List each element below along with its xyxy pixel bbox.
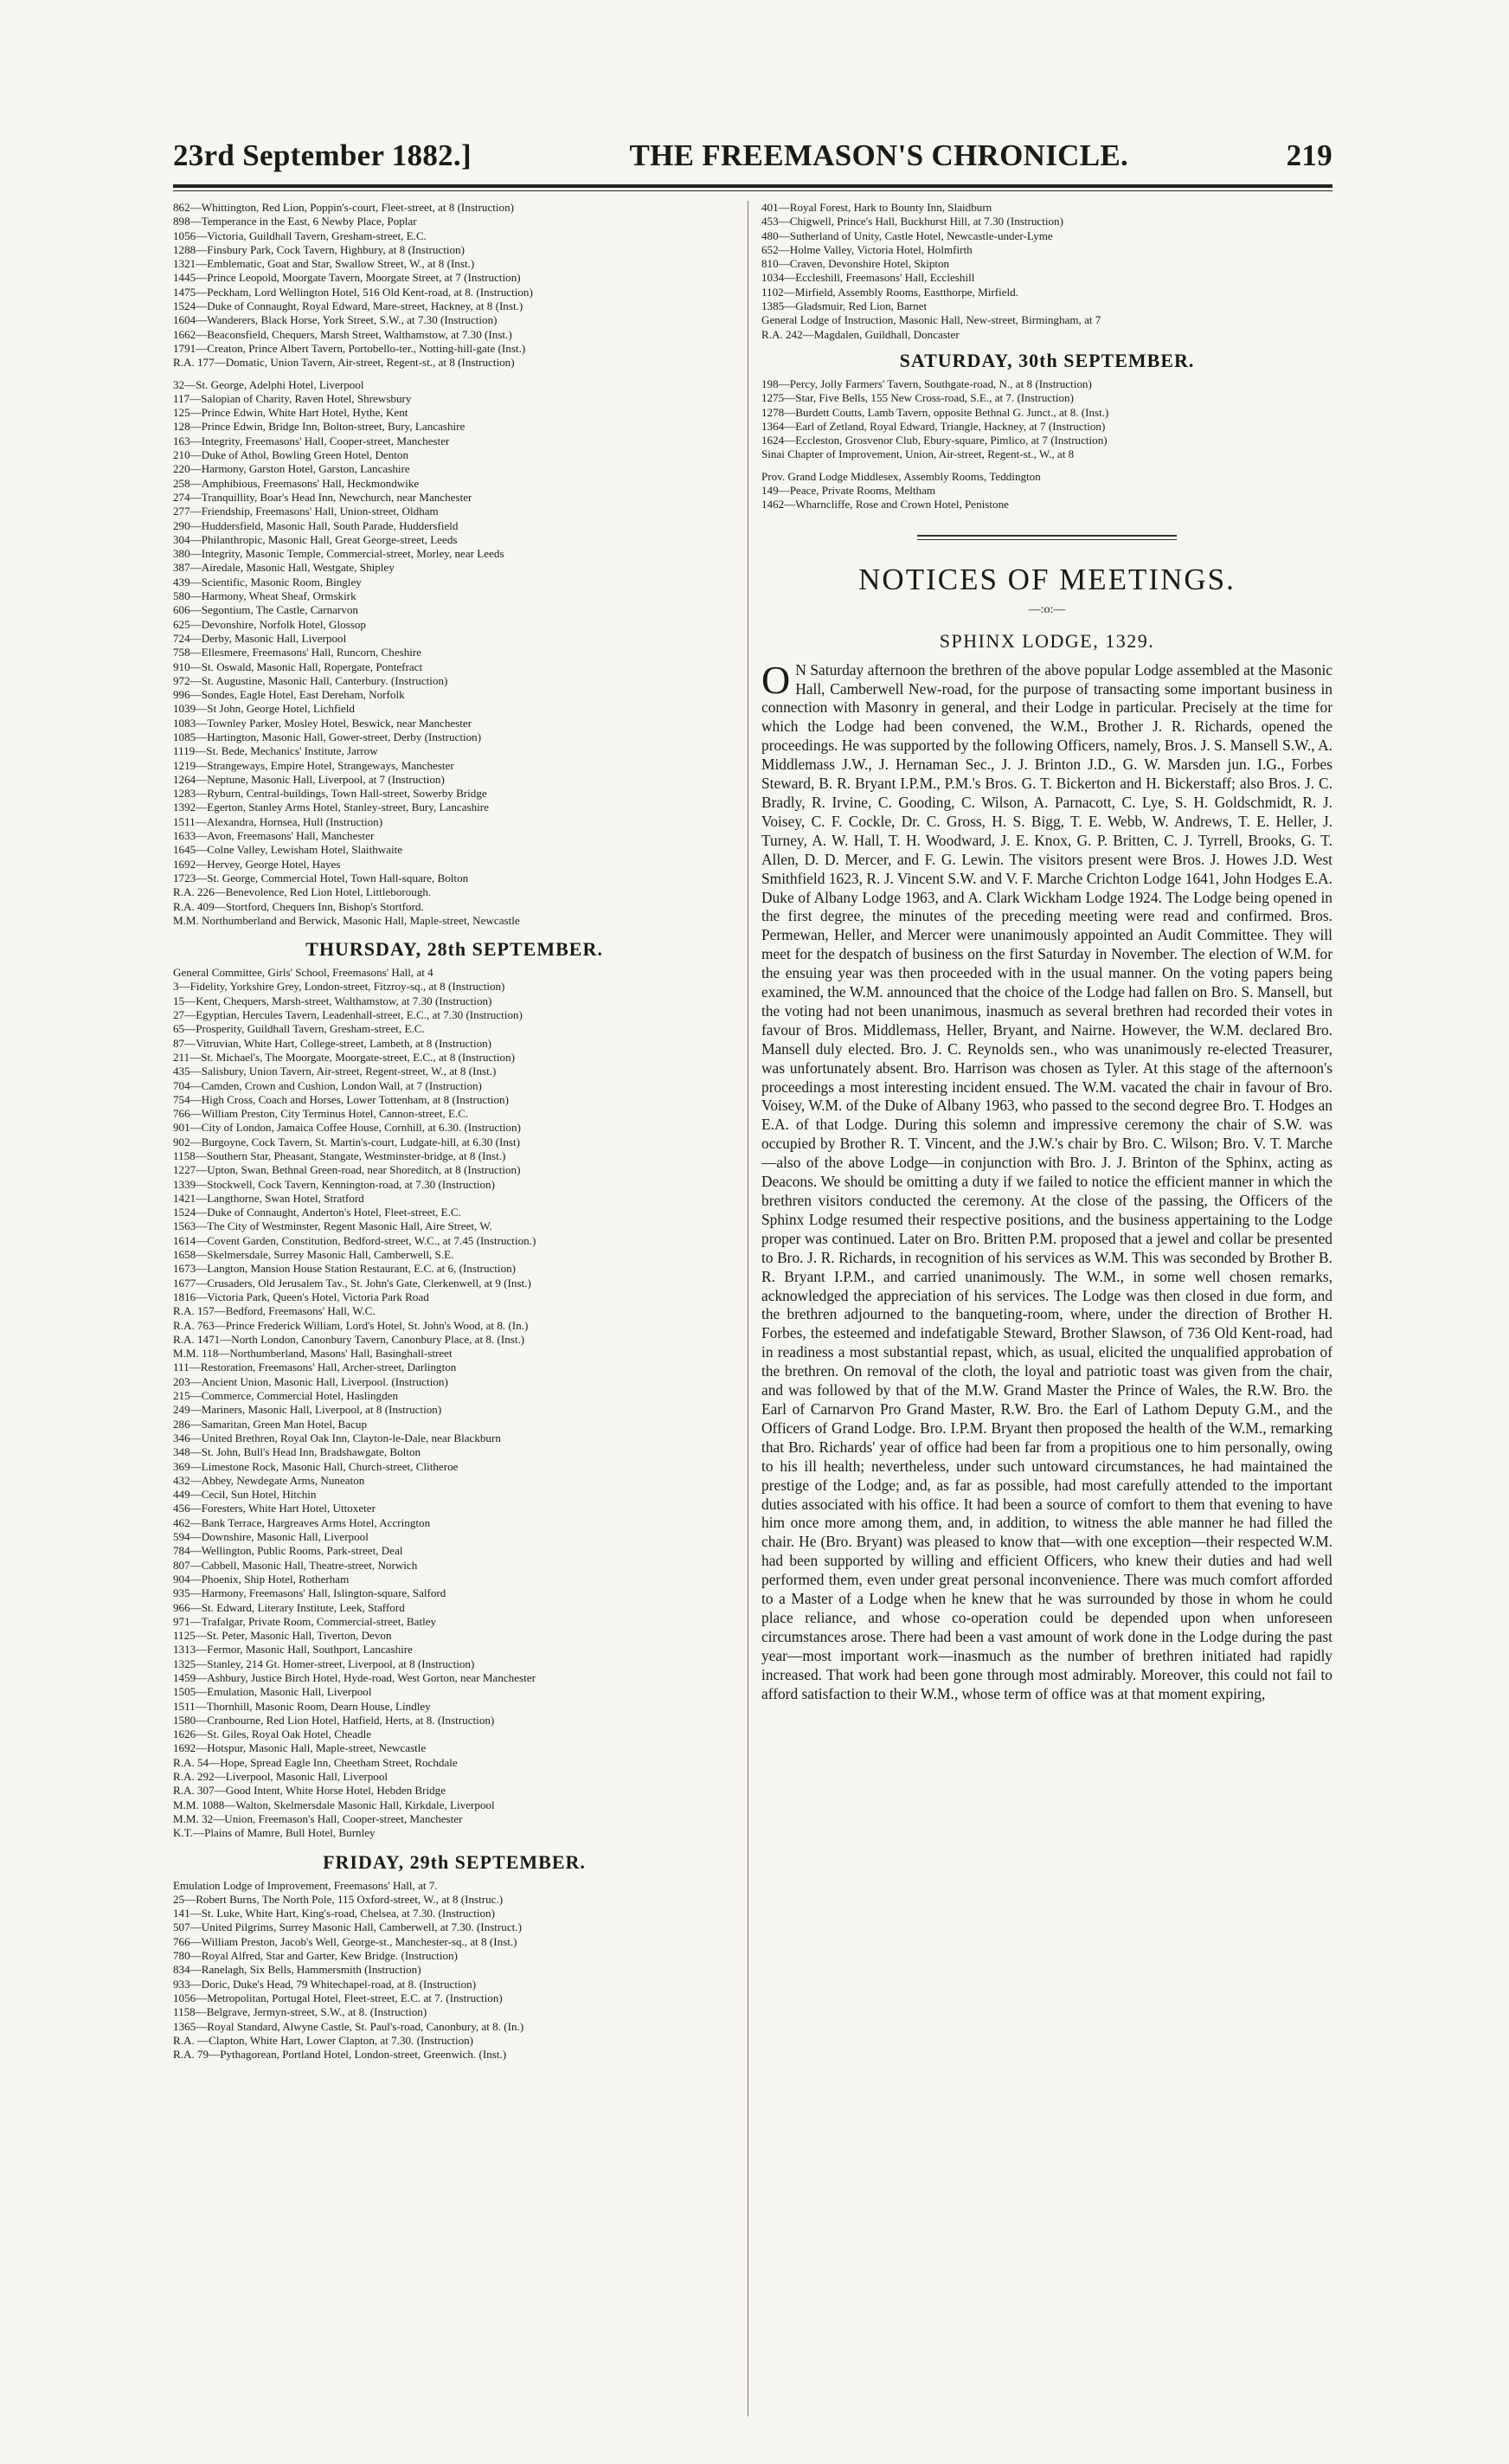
page-number: 219 xyxy=(1286,138,1332,172)
lodge-entry: R.A. 157—Bedford, Freemasons' Hall, W.C. xyxy=(173,1304,376,1318)
lodge-entry: 435—Salisbury, Union Tavern, Air-street, Regent-street, W., at 8 (Inst.) xyxy=(173,1065,497,1078)
lodge-entry: 210—Duke of Athol, Bowling Green Hotel, Denton xyxy=(173,448,409,462)
lodge-entry: 1288—Finsbury Park, Cock Tavern, Highbury, at 8 (Instruction) xyxy=(173,242,465,256)
lodge-entry: 1673—Langton, Mansion House Station Restaurant, E.C. at 6, (Instruction) xyxy=(173,1262,517,1276)
lodge-entry: 904—Phoenix, Ship Hotel, Rotherham xyxy=(173,1572,350,1586)
lodge-entry: 1524—Duke of Connaught, Anderton's Hotel, Fleet-street, E.C. xyxy=(173,1206,461,1219)
lodge-entry: 1264—Neptune, Masonic Hall, Liverpool, at 7 (Instruction) xyxy=(173,772,445,786)
lodge-entry: R.A. 409—Stortford, Chequers Inn, Bishop's Stortford. xyxy=(173,899,424,913)
lodge-entry: 1278—Burdett Coutts, Lamb Tavern, opposite Bethnal G. Junct., at 8. (Inst.) xyxy=(761,405,1109,419)
lodge-entry: 862—Whittington, Red Lion, Poppin's-court, Fleet-street, at 8 (Instruction) xyxy=(173,201,515,214)
lodge-entry: M.M. 118—Northumberland, Masons' Hall, Basinghall-street xyxy=(173,1347,453,1361)
lodge-entry: 1034—Eccleshill, Freemasons' Hall, Eccleshill xyxy=(761,271,975,285)
lodge-entry: 449—Cecil, Sun Hotel, Hitchin xyxy=(173,1488,317,1502)
lodge-entry: 117—Salopian of Charity, Raven Hotel, Shrewsbury xyxy=(173,391,412,405)
section-rule xyxy=(917,535,1177,537)
lodge-entry: 1158—Southern Star, Pheasant, Stangate, Westminster-bridge, at 8 (Inst.) xyxy=(173,1149,506,1162)
lodge-entry: 766—William Preston, Jacob's Well, George-st., Manchester-sq., at 8 (Inst.) xyxy=(173,1934,517,1948)
lodge-entry: 87—Vitruvian, White Hart, College-street, Lambeth, at 8 (Instruction) xyxy=(173,1036,492,1050)
lodge-entry: 1692—Hotspur, Masonic Hall, Maple-street, Newcastle xyxy=(173,1741,427,1755)
lodge-entry: 1626—St. Giles, Royal Oak Hotel, Cheadle xyxy=(173,1727,372,1741)
lodge-entry: 971—Trafalgar, Private Room, Commercial-street, Batley xyxy=(173,1614,437,1628)
lodge-entry: R.A. 1471—North London, Canonbury Tavern, Canonbury Place, at 8. (Inst.) xyxy=(173,1332,525,1346)
lodge-entry: General Lodge of Instruction, Masonic Hall, New-street, Birmingham, at 7 xyxy=(761,313,1101,327)
thursday-lodge-list xyxy=(173,966,735,1840)
lodge-entry: 15—Kent, Chequers, Marsh-street, Walthamstow, at 7.30 (Instruction) xyxy=(173,994,492,1007)
lodge-entry: 1604—Wanderers, Black Horse, York Street, S.W., at 7.30 (Instruction) xyxy=(173,313,498,327)
lodge-entry: 1614—Covent Garden, Constitution, Bedford-street, W.C., at 7.45 (Instruction.) xyxy=(173,1233,536,1247)
lodge-entry: 198—Percy, Jolly Farmers' Tavern, Southgate-road, N., at 8 (Instruction) xyxy=(761,376,1092,390)
lodge-entry: 348—St. John, Bull's Head Inn, Bradshawgate, Bolton xyxy=(173,1445,421,1459)
lodge-entry: 1056—Victoria, Guildhall Tavern, Gresham-street, E.C. xyxy=(173,228,427,242)
thursday-heading: THURSDAY, 28th SEPTEMBER. xyxy=(305,938,603,961)
publication-title: THE FREEMASON'S CHRONICLE. xyxy=(629,138,1129,172)
lodge-entry: M.M. 32—Union, Freemason's Hall, Cooper-street, Manchester xyxy=(173,1811,463,1825)
lodge-entry: 387—Airedale, Masonic Hall, Westgate, Shipley xyxy=(173,561,395,575)
notices-title: NOTICES OF MEETINGS. xyxy=(858,562,1236,596)
lodge-entry: 594—Downshire, Masonic Hall, Liverpool xyxy=(173,1530,369,1544)
provincial-lodge-list xyxy=(173,378,735,929)
lodge-entry: 27—Egyptian, Hercules Tavern, Leadenhall-street, E.C., at 7.30 (Instruction) xyxy=(173,1008,523,1022)
lodge-entry: M.M. Northumberland and Berwick, Masonic Hall, Maple-street, Newcastle xyxy=(173,913,520,927)
drop-cap: O xyxy=(761,657,791,702)
lodge-entry: 898—Temperance in the East, 6 Newby Place, Poplar xyxy=(173,215,417,228)
lodge-entry: 933—Doric, Duke's Head, 79 Whitechapel-road, at 8. (Instruction) xyxy=(173,1977,477,1991)
left-column xyxy=(173,201,735,2434)
lodge-entry: 902—Burgoyne, Cock Tavern, St. Martin's-court, Ludgate-hill, at 6.30 (Inst) xyxy=(173,1135,520,1148)
friday-heading: FRIDAY, 29th SEPTEMBER. xyxy=(323,1850,586,1873)
lodge-entry: 111—Restoration, Freemasons' Hall, Archer-street, Darlington xyxy=(173,1361,457,1374)
lodge-entry: R.A. 54—Hope, Spread Eagle Inn, Cheetham Street, Rochdale xyxy=(173,1755,458,1769)
lodge-entry: 1662—Beaconsfield, Chequers, Marsh Street, Walthamstow, at 7.30 (Inst.) xyxy=(173,327,512,341)
lodge-entry: 1039—St John, George Hotel, Lichfield xyxy=(173,702,355,716)
lodge-entry: 1313—Fermor, Masonic Hall, Southport, Lancashire xyxy=(173,1643,413,1657)
lodge-entry: 1445—Prince Leopold, Moorgate Tavern, Moorgate Street, at 7 (Instruction) xyxy=(173,271,521,285)
lodge-entry: 766—William Preston, City Terminus Hotel, Cannon-street, E.C. xyxy=(173,1107,469,1121)
lodge-entry: 910—St. Oswald, Masonic Hall, Ropergate, Pontefract xyxy=(173,659,423,673)
lodge-entry: 1119—St. Bede, Mechanics' Institute, Jarrow xyxy=(173,744,378,758)
lodge-entry: 1580—Cranbourne, Red Lion Hotel, Hatfield, Herts, at 8. (Instruction) xyxy=(173,1713,495,1727)
lodge-entry: 249—Mariners, Masonic Hall, Liverpool, at 8 (Instruction) xyxy=(173,1403,442,1417)
lodge-entry: 1364—Earl of Zetland, Royal Edward, Triangle, Hackney, at 7 (Instruction) xyxy=(761,419,1106,433)
lodge-entry: 439—Scientific, Masonic Room, Bingley xyxy=(173,575,362,589)
friday-provincial-lodge-list xyxy=(761,201,1332,342)
lodge-entry: 163—Integrity, Freemasons' Hall, Cooper-street, Manchester xyxy=(173,434,450,447)
wednesday-lodge-list xyxy=(173,201,735,370)
lodge-entry: 1791—Creaton, Prince Albert Tavern, Portobello-ter., Notting-hill-gate (Inst.) xyxy=(173,341,526,355)
lodge-entry: 1511—Thornhill, Masonic Room, Dearn House, Lindley xyxy=(173,1699,431,1713)
lodge-entry: 1275—Star, Five Bells, 155 New Cross-road, S.E., at 7. (Instruction) xyxy=(761,391,1074,405)
lodge-entry: 807—Cabbell, Masonic Hall, Theatre-street, Norwich xyxy=(173,1558,418,1572)
lodge-entry: 1645—Colne Valley, Lewisham Hotel, Slaithwaite xyxy=(173,843,403,857)
lodge-entry: 220—Harmony, Garston Hotel, Garston, Lancashire xyxy=(173,462,410,476)
lodge-entry: 211—St. Michael's, The Moorgate, Moorgate-street, E.C., at 8 (Instruction) xyxy=(173,1050,515,1064)
lodge-entry: 780—Royal Alfred, Star and Garter, Kew Bridge. (Instruction) xyxy=(173,1949,458,1963)
lodge-entry: 369—Limestone Rock, Masonic Hall, Church-street, Clitheroe xyxy=(173,1459,459,1473)
saturday-provincial-lodge-list xyxy=(761,470,1332,512)
lodge-entry: R.A. —Clapton, White Hart, Lower Clapton, at 7.30. (Instruction) xyxy=(173,2033,474,2047)
lodge-entry: R.A. 242—Magdalen, Guildhall, Doncaster xyxy=(761,327,960,341)
lodge-entry: 724—Derby, Masonic Hall, Liverpool xyxy=(173,631,347,645)
saturday-lodge-list xyxy=(761,377,1332,462)
right-column xyxy=(761,201,1332,2434)
lodge-entry: 1692—Hervey, George Hotel, Hayes xyxy=(173,857,341,871)
lodge-entry: 1085—Hartington, Masonic Hall, Gower-street, Derby (Instruction) xyxy=(173,730,482,743)
lodge-entry: 453—Chigwell, Prince's Hall, Buckhurst Hill, at 7.30 (Instruction) xyxy=(761,215,1063,228)
lodge-entry: 274—Tranquillity, Boar's Head Inn, Newchurch, near Manchester xyxy=(173,490,472,504)
lodge-entry: 258—Amphibious, Freemasons' Hall, Heckmondwike xyxy=(173,476,420,490)
lodge-entry: 290—Huddersfield, Masonic Hall, South Parade, Huddersfield xyxy=(173,518,459,532)
lodge-entry: 972—St. Augustine, Masonic Hall, Canterbury. (Instruction) xyxy=(173,673,448,687)
article-body xyxy=(761,657,1332,1704)
lodge-entry: 65—Prosperity, Guildhall Tavern, Gresham-street, E.C. xyxy=(173,1022,425,1036)
lodge-entry: 652—Holme Valley, Victoria Hotel, Holmfirth xyxy=(761,242,973,256)
lodge-entry: 215—Commerce, Commercial Hotel, Haslingden xyxy=(173,1389,398,1403)
lodge-entry: 784—Wellington, Public Rooms, Park-street, Deal xyxy=(173,1544,403,1558)
saturday-heading: SATURDAY, 30th SEPTEMBER. xyxy=(899,349,1195,371)
lodge-entry: 141—St. Luke, White Hart, King's-road, Chelsea, at 7.30. (Instruction) xyxy=(173,1907,495,1920)
lodge-entry: 754—High Cross, Coach and Horses, Lower Tottenham, at 8 (Instruction) xyxy=(173,1092,509,1106)
lodge-entry: 1365—Royal Standard, Alwyne Castle, St. Paul's-road, Canonbury, at 8. (In.) xyxy=(173,2019,524,2033)
lodge-entry: 1677—Crusaders, Old Jerusalem Tav., St. John's Gate, Clerkenwell, at 9 (Inst.) xyxy=(173,1276,531,1290)
page-header xyxy=(173,138,1332,177)
lodge-entry: 1816—Victoria Park, Queen's Hotel, Victoria Park Road xyxy=(173,1290,429,1303)
lodge-entry: R.A. 292—Liverpool, Masonic Hall, Liverpool xyxy=(173,1770,388,1784)
lodge-entry: 758—Ellesmere, Freemasons' Hall, Runcorn, Cheshire xyxy=(173,646,422,659)
lodge-entry: 1723—St. George, Commercial Hotel, Town Hall-square, Bolton xyxy=(173,871,469,885)
lodge-entry: 346—United Brethren, Royal Oak Inn, Clayton-le-Dale, near Blackburn xyxy=(173,1431,501,1444)
lodge-entry: 1505—Emulation, Masonic Hall, Liverpool xyxy=(173,1685,372,1699)
lodge-entry: R.A. 177—Domatic, Union Tavern, Air-street, Regent-st., at 8 (Instruction) xyxy=(173,356,515,370)
issue-date: 23rd September 1882.] xyxy=(173,138,472,172)
lodge-entry: R.A. 226—Benevolence, Red Lion Hotel, Littleborough. xyxy=(173,885,432,899)
lodge-entry: 125—Prince Edwin, White Hart Hotel, Hythe, Kent xyxy=(173,406,408,420)
lodge-entry: M.M. 1088—Walton, Skelmersdale Masonic Hall, Kirkdale, Liverpool xyxy=(173,1798,495,1811)
lodge-entry: Prov. Grand Lodge Middlesex, Assembly Rooms, Teddington xyxy=(761,469,1041,483)
friday-lodge-list xyxy=(173,1879,735,2062)
lodge-entry: 1658—Skelmersdale, Surrey Masonic Hall, Camberwell, S.E. xyxy=(173,1248,454,1262)
lodge-entry: R.A. 307—Good Intent, White Horse Hotel, Hebden Bridge xyxy=(173,1784,446,1798)
header-rule-thin xyxy=(173,190,1332,191)
lodge-entry: 401—Royal Forest, Hark to Bounty Inn, Slaidburn xyxy=(761,201,992,214)
lodge-entry: R.A. 763—Prince Frederick William, Lord's Hotel, St. John's Wood, at 8. (In.) xyxy=(173,1318,529,1332)
lodge-entry: 625—Devonshire, Norfolk Hotel, Glossop xyxy=(173,617,366,631)
lodge-entry: 1462—Wharncliffe, Rose and Crown Hotel, Penistone xyxy=(761,498,1009,511)
lodge-entry: General Committee, Girls' School, Freemasons' Hall, at 4 xyxy=(173,966,433,980)
lodge-entry: 1385—Gladsmuir, Red Lion, Barnet xyxy=(761,299,928,313)
lodge-entry: 1633—Avon, Freemasons' Hall, Manchester xyxy=(173,829,375,843)
lodge-entry: 1392—Egerton, Stanley Arms Hotel, Stanley-street, Bury, Lancashire xyxy=(173,801,489,814)
lodge-entry: 1339—Stockwell, Cock Tavern, Kennington-road, at 7.30 (Instruction) xyxy=(173,1177,495,1191)
lodge-entry: 704—Camden, Crown and Cushion, London Wall, at 7 (Instruction) xyxy=(173,1078,482,1092)
lodge-entry: 1325—Stanley, 214 Gt. Homer-street, Liverpool, at 8 (Instruction) xyxy=(173,1657,475,1670)
lodge-entry: 901—City of London, Jamaica Coffee House, Cornhill, at 6.30. (Instruction) xyxy=(173,1121,521,1135)
lodge-entry: 1511—Alexandra, Hornsea, Hull (Instruction) xyxy=(173,814,383,828)
lodge-entry: 834—Ranelagh, Six Bells, Hammersmith (Instruction) xyxy=(173,1963,421,1977)
lodge-entry: 456—Foresters, White Hart Hotel, Uttoxeter xyxy=(173,1502,376,1515)
lodge-entry: 1421—Langthorne, Swan Hotel, Stratford xyxy=(173,1191,364,1205)
lodge-entry: 1524—Duke of Connaught, Royal Edward, Mare-street, Hackney, at 8 (Inst.) xyxy=(173,299,523,313)
lodge-entry: 1624—Eccleston, Grosvenor Club, Ebury-square, Pimlico, at 7 (Instruction) xyxy=(761,434,1108,447)
lodge-entry: 1321—Emblematic, Goat and Star, Swallow Street, W., at 8 (Inst.) xyxy=(173,257,475,271)
lodge-entry: 1158—Belgrave, Jermyn-street, S.W., at 8. (Instruction) xyxy=(173,2005,427,2019)
lodge-entry: 432—Abbey, Newdegate Arms, Nuneaton xyxy=(173,1473,365,1487)
lodge-entry: 810—Craven, Devonshire Hotel, Skipton xyxy=(761,257,950,271)
lodge-entry: 304—Philanthropic, Masonic Hall, Great George-street, Leeds xyxy=(173,532,458,546)
lodge-entry: Sinai Chapter of Improvement, Union, Air-street, Regent-st., W., at 8 xyxy=(761,447,1075,461)
lodge-entry: 1227—Upton, Swan, Bethnal Green-road, near Shoreditch, at 8 (Instruction) xyxy=(173,1163,521,1177)
lodge-entry: 580—Harmony, Wheat Sheaf, Ormskirk xyxy=(173,589,356,603)
lodge-entry: 203—Ancient Union, Masonic Hall, Liverpool. (Instruction) xyxy=(173,1374,448,1388)
ornament-divider: —:o:— xyxy=(1028,602,1066,616)
lodge-entry: 1283—Ryburn, Central-buildings, Town Hall-street, Sowerby Bridge xyxy=(173,787,487,801)
lodge-entry: K.T.—Plains of Mamre, Bull Hotel, Burnley xyxy=(173,1826,376,1840)
lodge-entry: 1102—Mirfield, Assembly Rooms, Eastthorpe, Mirfield. xyxy=(761,285,1019,299)
lodge-entry: 3—Fidelity, Yorkshire Grey, London-street, Fitzroy-sq., at 8 (Instruction) xyxy=(173,980,505,994)
lodge-entry: 462—Bank Terrace, Hargreaves Arms Hotel, Accrington xyxy=(173,1515,431,1529)
lodge-entry: 128—Prince Edwin, Bridge Inn, Bolton-street, Bury, Lancashire xyxy=(173,420,466,434)
lodge-entry: 380—Integrity, Masonic Temple, Commercial-street, Morley, near Leeds xyxy=(173,547,504,561)
lodge-entry: 1083—Townley Parker, Mosley Hotel, Beswick, near Manchester xyxy=(173,716,472,730)
lodge-entry: 1219—Strangeways, Empire Hotel, Strangeways, Manchester xyxy=(173,758,454,772)
lodge-entry: 277—Friendship, Freemasons' Hall, Union-street, Oldham xyxy=(173,505,439,518)
lodge-entry: 606—Segontium, The Castle, Carnarvon xyxy=(173,603,358,617)
lodge-entry: 935—Harmony, Freemasons' Hall, Islington-square, Salford xyxy=(173,1586,446,1600)
lodge-entry: Emulation Lodge of Improvement, Freemasons' Hall, at 7. xyxy=(173,1878,438,1892)
lodge-entry: 1563—The City of Westminster, Regent Masonic Hall, Aire Street, W. xyxy=(173,1219,492,1233)
lodge-entry: 1125—St. Peter, Masonic Hall, Tiverton, Devon xyxy=(173,1629,392,1643)
lodge-entry: 507—United Pilgrims, Surrey Masonic Hall, Camberwell, at 7.30. (Instruct.) xyxy=(173,1920,522,1934)
lodge-entry: 480—Sutherland of Unity, Castle Hotel, Newcastle-under-Lyme xyxy=(761,228,1053,242)
lodge-entry: 966—St. Edward, Literary Institute, Leek, Stafford xyxy=(173,1600,405,1614)
lodge-entry: 286—Samaritan, Green Man Hotel, Bacup xyxy=(173,1417,367,1431)
header-rule xyxy=(173,184,1332,188)
lodge-entry: 996—Sondes, Eagle Hotel, East Dereham, Norfolk xyxy=(173,688,405,702)
lodge-title: SPHINX LODGE, 1329. xyxy=(939,629,1155,652)
article-text: N Saturday afternoon the brethren of the above popular Lodge assembled at the Masonic Hall, Camberwell New-road, for the purpose of transacting some important business in connection with Masonry in general, and their Lodge in particular. Precisely at the time for which the Lodge had been convened, the W.M., Brother J. R. Richards, opened the proceedings. He was supported by the following Officers, namely, Bros. J. S. Mansell S.W., A. Middlemass J.W., J. Hernaman Sec., J. J. Brinton J.D., G. W. Marsden jun. I.G., Forbes Steward, B. R. Bryant I.P.M., P.M.'s Bros. G. T. Bickerton and H. Bickerstaff; also Bros. J. C. Bradly, R. Irvine, C. Gooding, C. Wilson, A. Parnacott, C. Lye, S. H. Goldschmidt, R. J. Voisey, C. F. Cockle, Dr. C. Gross, H. S. Bigg, T. E. Webb, W. Andrews, T. E. Heller, J. Turney, A. W. Hall, T. H. Woodward, J. E. Knox, G. P. Britten, C. J. Tyrrell, Brooks, G. T. Allen, D. D. Mercer, and F. G. Lewin. The visitors present were Bros. J. Howes J.D. West Smithfield 1623, R. J. Vincent S.W. and V. F. Marche Crichton Lodge 1641, John Hodges E.A. Duke of Albany Lodge 1963, and A. Clark Wickham Lodge 1924. The Lodge being opened in the first degree, the minutes of the preceding meeting were read and confirmed. Bros. Permewan, Heller, and Mercer were unanimously appointed an Audit Committee. They will meet for the despatch of business on the first Saturday in November. The election of W.M. for the ensuing year was then proceeded with in the usual manner. On the voting papers being examined, the W.M. announced that the choice of the Lodge had fallen on Bro. S. Mansell, but the voting had not been unanimous, inasmuch as several brethren had recorded their votes in favour of Bros. Middlemass, Heller, Bryant, and Nairne. However, the W.M. declared Bro. Mansell duly elected. Bro. J. C. Reynolds sen., who was unanimously re-elected Treasurer, was unfortunately absent. Bro. Harrison was chosen as Tyler. At this stage of the afternoon's proceedings a most interesting incident ensued. The W.M. vacated the chair in favour of Bro. Voisey, W.M. of the Duke of Albany 1963, who passed to the second degree Bro. T. Hodges an E.A. of that Lodge. During this solemn and impressive ceremony the chair of S.W. was occupied by Brother R. T. Vincent, and the J.W.'s chair by Bro. C. Wilson; Bro. V. T. Marche—also of the above Lodge—in conjunction with Bro. J. J. Brinton of the Sphinx, acting as Deacons. We should be omitting a duty if we failed to notice the efficient manner in which the brethren visitors conducted the ceremony. At the close of the passing, the Officers of the Sphinx Lodge resumed their respective positions, and the business appertaining to the Lodge proper was continued. Later on Bro. Britten P.M. proposed that a jewel and collar be presented to Bro. J. R. Richards, in recognition of his services as W.M. This was seconded by Brother B. R. Bryant I.P.M., and carried unanimously. The W.M., in some well chosen remarks, acknowledged the appreciation of his services. The Lodge was then closed in due form, and the brethren adjourned to the banqueting-room, where, under the direction of Brother H. Forbes, the esteemed and indefatigable Steward, Brother Slawson, of 736 Old Kent-road, had in readiness a most substantial repast, which, as usual, elicited the unqualified approbation of the brethren. On removal of the cloth, the loyal and patriotic toast was given from the chair, and was followed by that of the M.W. Grand Master the Prince of Wales, the R.W. Bro. the Earl of Carnarvon Pro Grand Master, R.W. Bro. the Earl of Lathom Deputy G.M., and the Officers of Grand Lodge. Bro. I.P.M. Bryant then proposed the health of the W.M., remarking that Bro. Richards' year of office had been far from a propitious one to him personally, owing to his ill health; nevertheless, under such untoward circumstances, he had maintained the prestige of the Lodge; and, as far as possible, had most carefully attended to the important duties associated with his office. It had been a source of comfort to them that evening to have him once more among them, and, in addition, to witness the able manner he had filled the chair. He (Bro. Bryant) was pleased to know that—with one exception—their respected W.M. had been supported by willing and efficient Officers, who knew their duties and had well performed them, even under great personal inconvenience. There was much comfort afforded to a Master of a Lodge when he knew that he was surrounded by those in whom he could place reliance, and whose co-operation could be depended upon when unforeseen circumstances arose. There had been a vast amount of work done in the Lodge during the past year—most important work—inasmuch as the number of brethren initiated had rapidly increased. That work had been gone through most admirably. Moreover, this could not fail to afford satisfaction to their W.M., whose term of office was at that moment expiring, xyxy=(761,660,1332,1702)
lodge-entry: 1475—Peckham, Lord Wellington Hotel, 516 Old Kent-road, at 8. (Instruction) xyxy=(173,285,533,299)
lodge-entry: 1459—Ashbury, Justice Birch Hotel, Hyde-road, West Gorton, near Manchester xyxy=(173,1670,536,1684)
lodge-entry: 149—Peace, Private Rooms, Meltham xyxy=(761,484,936,498)
section-rule-thin xyxy=(917,539,1177,540)
lodge-entry: R.A. 79—Pythagorean, Portland Hotel, London-street, Greenwich. (Inst.) xyxy=(173,2048,507,2062)
lodge-entry: 25—Robert Burns, The North Pole, 115 Oxford-street, W., at 8 (Instruc.) xyxy=(173,1892,504,1906)
lodge-entry: 1056—Metropolitan, Portugal Hotel, Fleet-street, E.C. at 7. (Instruction) xyxy=(173,1991,503,2004)
lodge-entry: 32—St. George, Adelphi Hotel, Liverpool xyxy=(173,377,364,391)
